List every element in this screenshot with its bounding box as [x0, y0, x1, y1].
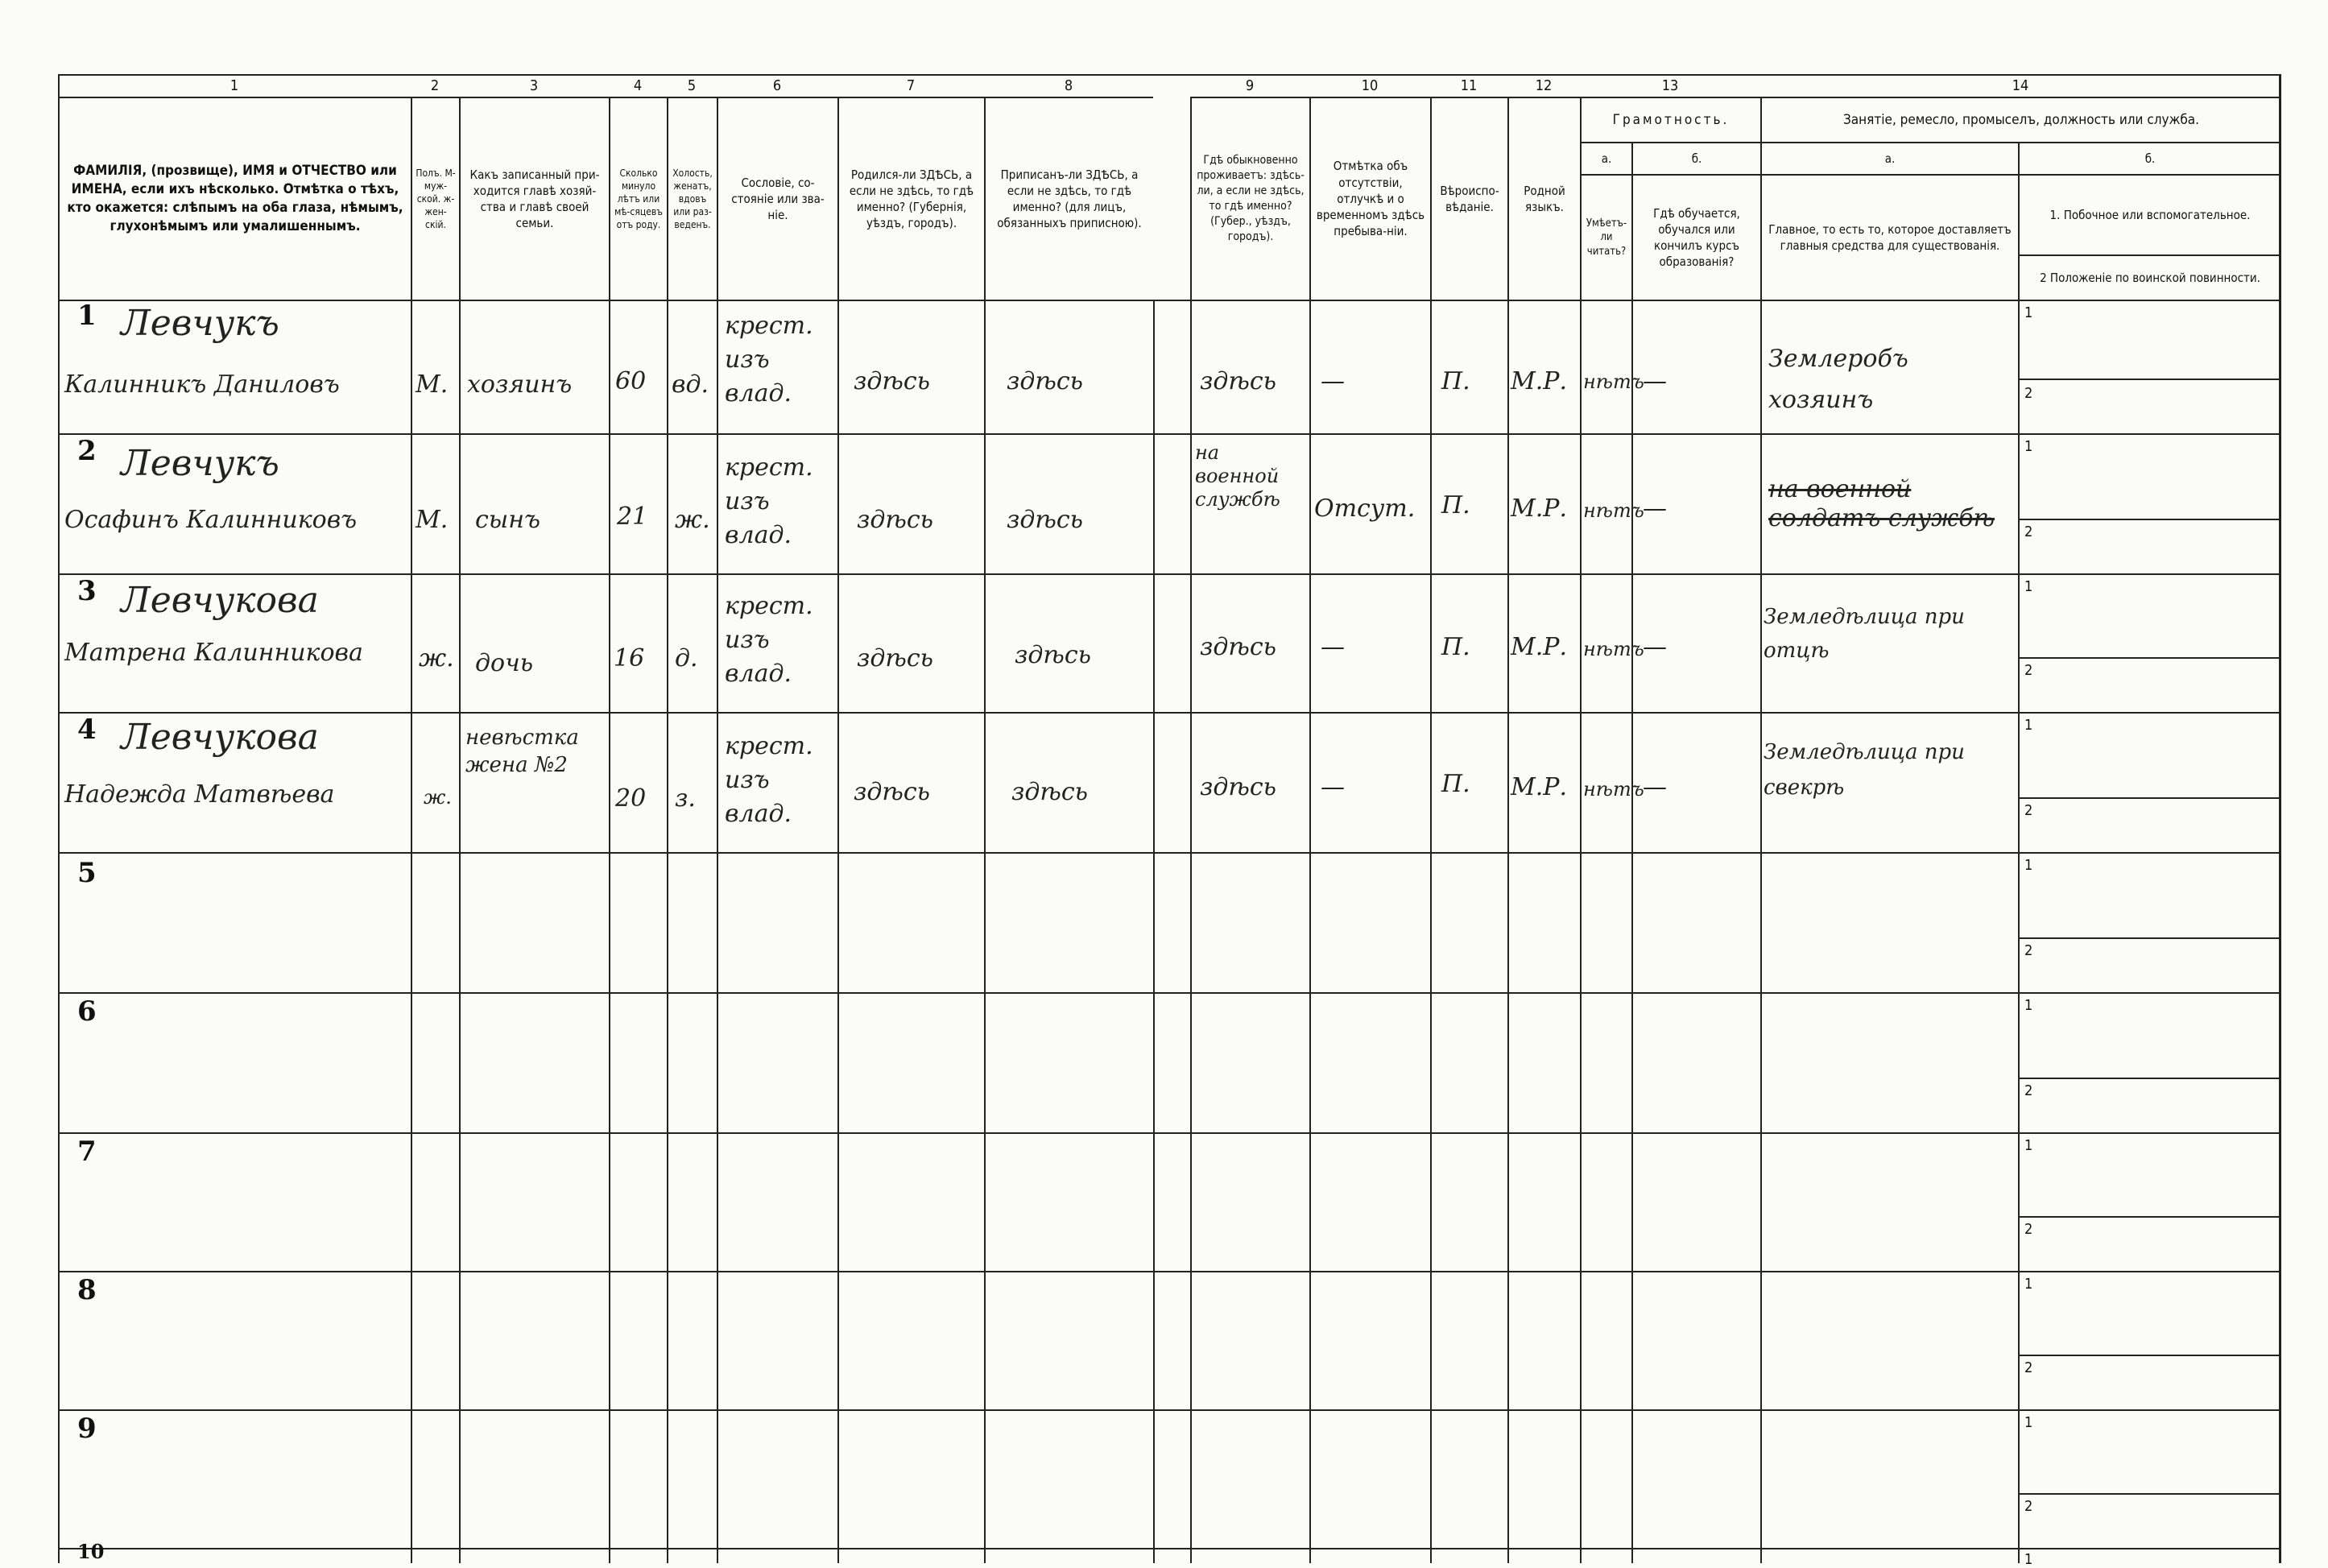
sub-label-1: 1 — [2024, 1414, 2033, 1431]
absence: Отсут. — [1314, 494, 1416, 523]
header-marital: Холость, женатъ, вдовъ или раз-веденъ. — [667, 97, 717, 300]
header-age: Сколько минуло лѣтъ или мѣ-сяцевъ отъ роду. — [609, 97, 667, 300]
header-schooling: Гдѣ обучается, обучался или кончилъ курсъ образованія? — [1631, 174, 1760, 300]
header-occupation: Занятіе, ремесло, промыселъ, должность или служба. — [1760, 97, 2280, 142]
sub-label-2: 2 — [2024, 1082, 2033, 1099]
estate: крест. изъ влад. — [725, 732, 813, 828]
born: здѣсь — [857, 506, 933, 534]
header-sex: Полъ. М-муж-ской. ж-жен-скій. — [411, 97, 459, 300]
sub-label-1: 1 — [2024, 1137, 2033, 1154]
born: здѣсь — [854, 778, 930, 806]
born: здѣсь — [854, 367, 930, 395]
sub-label-2: 2 — [2024, 662, 2033, 679]
sex: М. — [416, 370, 449, 399]
religion: П. — [1441, 633, 1470, 661]
born: здѣсь — [857, 644, 933, 672]
sub-label-1: 1 — [2024, 857, 2033, 874]
literate: нѣтъ — [1583, 370, 1644, 393]
colnum-14: 14 — [2012, 77, 2029, 94]
religion: П. — [1441, 367, 1470, 395]
literate: нѣтъ — [1583, 778, 1644, 801]
colnum-12: 12 — [1535, 77, 1553, 94]
registered: здѣсь — [1007, 367, 1083, 395]
religion: П. — [1441, 770, 1470, 798]
school: — — [1643, 367, 1667, 395]
lives: на военной службѣ — [1195, 441, 1280, 511]
header-name: ФАМИЛІЯ, (прозвище), ИМЯ и ОТЧЕСТВО или ИМЕНА, если ихъ нѣсколько. Отмѣтка о тѣхъ, кто окажется: слѣпымъ на оба глаза, нѣмымъ, глухонѣмымъ или умалишеннымъ. — [58, 97, 411, 300]
sub-label-1: 1 — [2024, 438, 2033, 455]
sub-label-2: 2 — [2024, 942, 2033, 959]
lives: здѣсь — [1200, 773, 1276, 801]
header-literacy-b-label: б. — [1631, 142, 1760, 174]
registered: здѣсь — [1011, 778, 1088, 806]
sub-label-2: 2 — [2024, 1221, 2033, 1238]
surname: Левчукова — [121, 580, 319, 621]
given-name: Надежда Матвѣева — [64, 780, 335, 809]
registered: здѣсь — [1015, 641, 1091, 669]
absence: — — [1321, 773, 1345, 801]
colnum-6: 6 — [772, 77, 782, 94]
header-literacy: Грамотность. — [1580, 97, 1760, 142]
lives: здѣсь — [1200, 633, 1276, 661]
school: — — [1643, 633, 1667, 661]
age: 21 — [617, 503, 648, 531]
header-registered: Приписанъ-ли ЗДѢСЬ, а если не здѣсь, то гдѣ именно? (для лицъ, обязанныхъ приписною). — [984, 97, 1153, 300]
row-number: 5 — [77, 857, 97, 889]
header-military: 2 Положеніе по воинской повинности. — [2018, 254, 2280, 300]
school: — — [1643, 773, 1667, 801]
given-name: Калинникъ Даниловъ — [64, 370, 340, 399]
estate: крест. изъ влад. — [725, 453, 813, 549]
colnum-10: 10 — [1361, 77, 1379, 94]
colnum-9: 9 — [1245, 77, 1255, 94]
header-occupation-a-label: а. — [1760, 142, 2018, 174]
sub-label-2: 2 — [2024, 802, 2033, 819]
header-relation: Какъ записанный при-ходится главѣ хозяй-ства и главѣ своей семьи. — [459, 97, 609, 300]
header-born: Родился-ли ЗДѢСЬ, а если не здѣсь, то гдѣ именно? (Губернія, уѣздъ, городъ). — [837, 97, 984, 300]
header-estate: Сословіе, со-стояніе или зва-ніе. — [717, 97, 837, 300]
lives: здѣсь — [1200, 367, 1276, 395]
sub-label-2: 2 — [2024, 385, 2033, 402]
relation: хозяинъ — [467, 370, 573, 399]
sub-label-1: 1 — [2024, 1551, 2033, 1568]
colnum-8: 8 — [1064, 77, 1073, 94]
given-name: Осафинъ Калинниковъ — [64, 506, 358, 534]
row-number: 4 — [77, 714, 97, 746]
language: М.Р. — [1511, 367, 1567, 395]
occupation: Землеробъ хозяинъ — [1768, 345, 1908, 414]
surname: Левчукова — [121, 717, 319, 758]
header-religion: Вѣроиспо-вѣданіе. — [1430, 97, 1507, 300]
religion: П. — [1441, 491, 1470, 519]
row-number: 8 — [77, 1274, 97, 1306]
header-main-occupation: Главное, то есть то, которое доставляетъ главныя средства для существованія. — [1760, 174, 2018, 300]
header-can-read: Умѣетъ-ли читать? — [1580, 174, 1631, 300]
literate: нѣтъ — [1583, 638, 1644, 660]
row-number: 2 — [77, 435, 97, 467]
sub-label-2: 2 — [2024, 1359, 2033, 1376]
row-number: 9 — [77, 1413, 97, 1445]
row-number: 3 — [77, 575, 97, 607]
sub-label-2: 2 — [2024, 1498, 2033, 1515]
given-name: Матрена Калинникова — [64, 639, 363, 667]
language: М.Р. — [1511, 633, 1567, 661]
absence: — — [1321, 367, 1345, 395]
marital: ж. — [675, 506, 710, 534]
row-number: 1 — [77, 300, 97, 332]
colnum-7: 7 — [906, 77, 916, 94]
sex: ж. — [419, 644, 454, 672]
sex: М. — [416, 506, 449, 534]
sex: ж. — [424, 786, 452, 809]
absence: — — [1321, 633, 1345, 661]
estate: крест. изъ влад. — [725, 312, 813, 408]
marital: з. — [675, 784, 696, 813]
colnum-4: 4 — [633, 77, 643, 94]
language: М.Р. — [1511, 773, 1567, 801]
sub-label-1: 1 — [2024, 304, 2033, 321]
header-language: Родной языкъ. — [1507, 97, 1580, 300]
age: 60 — [615, 367, 647, 395]
relation: сынъ — [475, 506, 540, 534]
header-side-occupation: 1. Побочное или вспомогательное. — [2018, 174, 2280, 254]
literate: нѣтъ — [1583, 499, 1644, 522]
colnum-2: 2 — [430, 77, 440, 94]
colnum-11: 11 — [1460, 77, 1478, 94]
age: 20 — [615, 784, 647, 813]
colnum-1: 1 — [229, 77, 239, 94]
occupation: Земледѣлица при свекрѣ — [1764, 740, 1965, 801]
school: — — [1643, 494, 1667, 523]
marital: вд. — [672, 370, 709, 399]
sub-label-1: 1 — [2024, 1276, 2033, 1293]
header-literacy-a-label: а. — [1580, 142, 1631, 174]
colnum-5: 5 — [687, 77, 697, 94]
header-lives: Гдѣ обыкновенно проживаетъ: здѣсь-ли, а если не здѣсь, то гдѣ именно? (Губер., уѣздъ, городъ). — [1190, 97, 1309, 300]
relation: невѣстка жена №2 — [465, 726, 579, 777]
surname: Левчукъ — [121, 443, 279, 484]
colnum-3: 3 — [529, 77, 539, 94]
age: 16 — [614, 644, 645, 672]
header-occupation-b-label: б. — [2018, 142, 2280, 174]
row-number: 10 — [77, 1540, 105, 1563]
sub-label-1: 1 — [2024, 578, 2033, 595]
estate: крест. изъ влад. — [725, 592, 813, 688]
row-number: 6 — [77, 995, 97, 1028]
header-absence: Отмѣтка объ отсутствіи, отлучкѣ и о временномъ здѣсь пребыва-ніи. — [1309, 97, 1430, 300]
occupation: на военной солдатъ службѣ — [1768, 475, 1995, 532]
registered: здѣсь — [1007, 506, 1083, 534]
sub-label-2: 2 — [2024, 523, 2033, 540]
marital: д. — [675, 644, 698, 672]
row-number: 7 — [77, 1136, 97, 1168]
surname: Левчукъ — [121, 303, 279, 344]
relation: дочь — [475, 649, 534, 677]
sub-label-1: 1 — [2024, 717, 2033, 734]
sub-label-1: 1 — [2024, 997, 2033, 1014]
occupation: Земледѣлица при отцѣ — [1764, 605, 1965, 663]
language: М.Р. — [1511, 494, 1567, 523]
colnum-13: 13 — [1661, 77, 1679, 94]
